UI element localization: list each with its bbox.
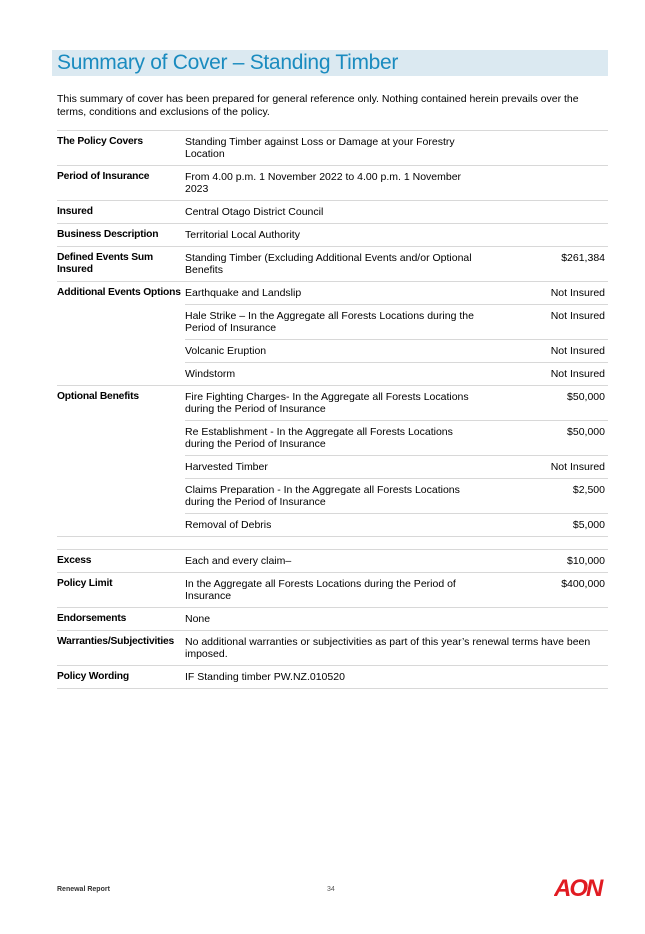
row-label: Insured	[57, 201, 185, 224]
row-amount: Not Insured	[483, 456, 608, 479]
row-amount: $10,000	[483, 550, 608, 573]
row-amount: $50,000	[483, 386, 608, 421]
row-value: No additional warranties or subjectivities as part of this year’s renewal terms have been imposed.	[185, 631, 608, 666]
svg-text:AON: AON	[554, 875, 602, 900]
row-value: Volcanic Eruption	[185, 340, 483, 363]
row-value: IF Standing timber PW.NZ.010520	[185, 666, 483, 689]
intro-text: This summary of cover has been prepared for general reference only. Nothing contained herein prevails over the terms, conditions and exclusions of the policy.	[57, 93, 579, 118]
row-value: None	[185, 608, 483, 631]
row-value: Each and every claim–	[185, 550, 483, 573]
row-amount	[483, 131, 608, 166]
table-row	[57, 282, 608, 305]
row-value: Hale Strike – In the Aggregate all Forests Locations during the Period of Insurance	[185, 305, 483, 340]
row-label	[57, 305, 185, 340]
row-label: Additional Events Options	[57, 282, 185, 305]
table-row	[57, 340, 608, 363]
row-label	[57, 421, 185, 456]
row-amount	[483, 166, 608, 201]
table-row	[57, 224, 608, 247]
row-label: Business Description	[57, 224, 185, 247]
row-amount: $400,000	[483, 573, 608, 608]
row-label: Excess	[57, 550, 185, 573]
table-row	[57, 456, 608, 479]
footer-report-name: Renewal Report	[57, 886, 110, 893]
row-value: Removal of Debris	[185, 514, 483, 537]
row-amount: $50,000	[483, 421, 608, 456]
row-label	[57, 456, 185, 479]
table-row	[57, 573, 608, 608]
row-value: Harvested Timber	[185, 456, 483, 479]
page-number: 34	[327, 886, 335, 893]
table-row	[57, 305, 608, 340]
row-label	[57, 514, 185, 537]
summary-table	[57, 130, 608, 689]
row-amount: $261,384	[483, 247, 608, 282]
row-amount: Not Insured	[483, 363, 608, 386]
page-title: Summary of Cover – Standing Timber	[57, 51, 399, 74]
row-label: Period of Insurance	[57, 166, 185, 201]
spacer-cell	[57, 537, 608, 550]
table-row	[57, 201, 608, 224]
row-label	[57, 340, 185, 363]
row-label: Optional Benefits	[57, 386, 185, 421]
row-amount: Not Insured	[483, 305, 608, 340]
row-value: Claims Preparation - In the Aggregate all Forests Locations during the Period of Insurance	[185, 479, 483, 514]
row-amount	[483, 201, 608, 224]
row-value: Re Establishment - In the Aggregate all Forests Locations during the Period of Insurance	[185, 421, 483, 456]
row-amount	[483, 666, 608, 689]
row-amount: $2,500	[483, 479, 608, 514]
table-row	[57, 550, 608, 573]
row-value: Central Otago District Council	[185, 201, 483, 224]
aon-logo-icon	[554, 874, 608, 900]
table-row	[57, 421, 608, 456]
row-value: Standing Timber (Excluding Additional Events and/or Optional Benefits	[185, 247, 483, 282]
table-row	[57, 631, 608, 666]
table-row	[57, 608, 608, 631]
row-label: The Policy Covers	[57, 131, 185, 166]
table-row	[57, 166, 608, 201]
row-amount	[483, 224, 608, 247]
row-label: Policy Limit	[57, 573, 185, 608]
table-row	[57, 666, 608, 689]
table-row	[57, 363, 608, 386]
table-spacer	[57, 537, 608, 550]
row-value: Territorial Local Authority	[185, 224, 483, 247]
row-label: Endorsements	[57, 608, 185, 631]
row-amount	[483, 608, 608, 631]
row-value: Earthquake and Landslip	[185, 282, 483, 305]
table-row	[57, 514, 608, 537]
row-value: Fire Fighting Charges- In the Aggregate all Forests Locations during the Period of Insurance	[185, 386, 483, 421]
row-label	[57, 479, 185, 514]
table-row	[57, 479, 608, 514]
row-label: Defined Events Sum Insured	[57, 247, 185, 282]
table-row	[57, 131, 608, 166]
row-label: Policy Wording	[57, 666, 185, 689]
row-label: Warranties/Subjectivities	[57, 631, 185, 666]
row-value: Standing Timber against Loss or Damage at your Forestry Location	[185, 131, 483, 166]
row-value: From 4.00 p.m. 1 November 2022 to 4.00 p.m. 1 November 2023	[185, 166, 483, 201]
row-value: Windstorm	[185, 363, 483, 386]
row-label	[57, 363, 185, 386]
row-amount: Not Insured	[483, 282, 608, 305]
row-value: In the Aggregate all Forests Locations during the Period of Insurance	[185, 573, 483, 608]
table-row	[57, 247, 608, 282]
row-amount: Not Insured	[483, 340, 608, 363]
row-amount: $5,000	[483, 514, 608, 537]
title-bar	[52, 50, 608, 76]
table-row	[57, 386, 608, 421]
